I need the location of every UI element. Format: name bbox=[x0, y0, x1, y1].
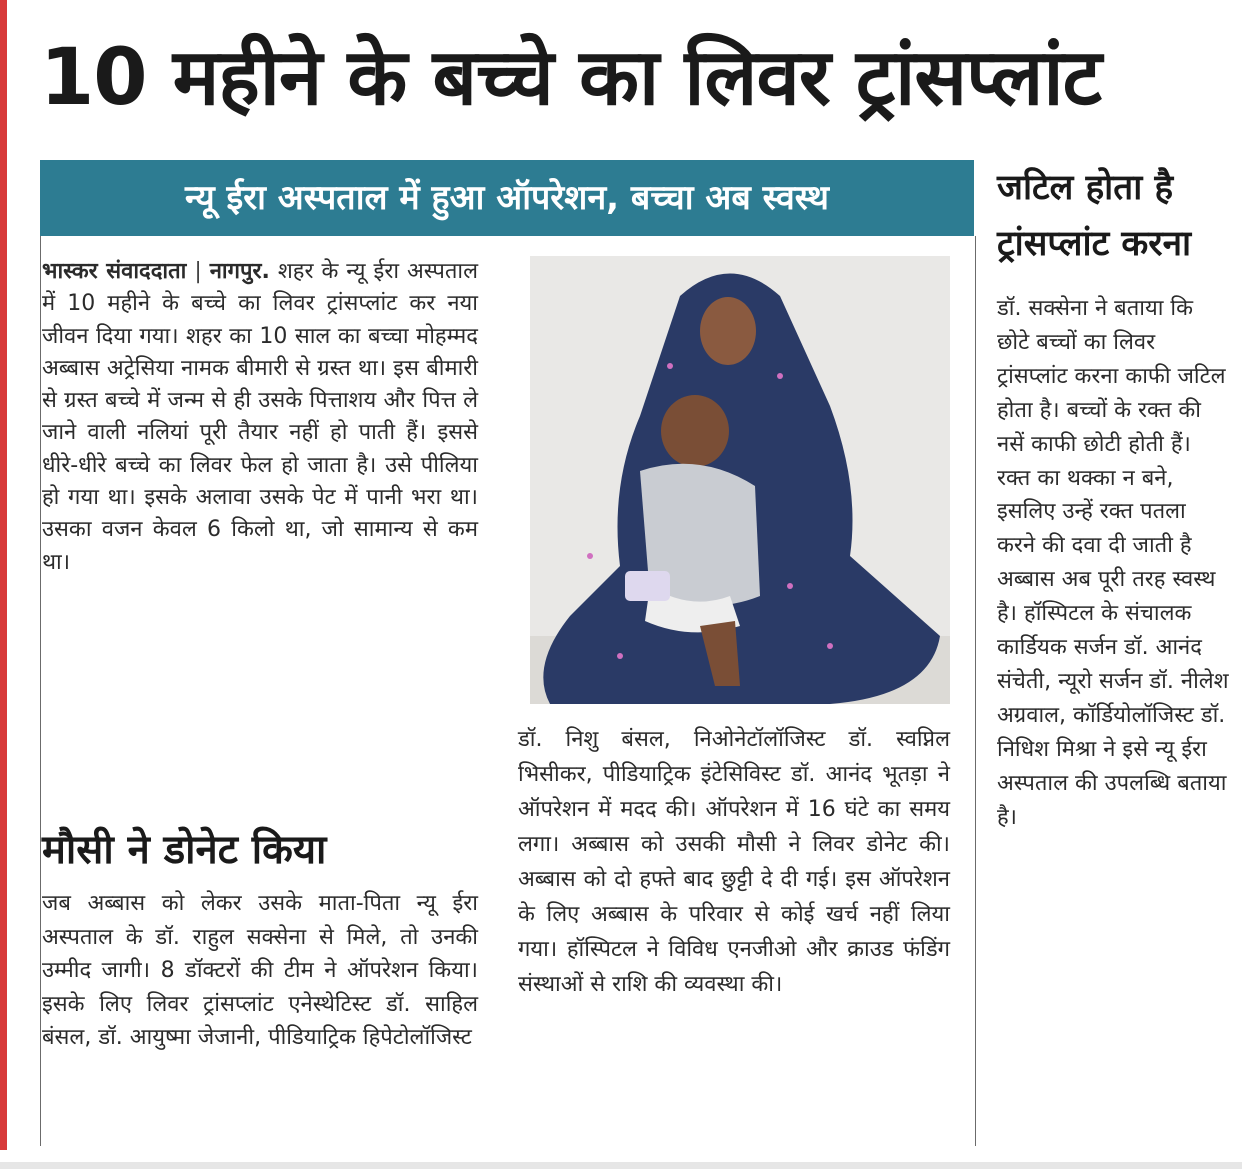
sidebar-body: डॉ. सक्सेना ने बताया कि छोटे बच्चों का लिवर ट्रांसप्लांट करना काफी जटिल होता है। बच्चों के रक्त की नसें काफी छोटी होती हैं। रक्त का थक्का न बने, इसलिए उन्हें रक्त पतला करने की दवा दी जाती है अब्बास अब पूरी तरह स्वस्थ है। हॉस्पिटल के संचालक कार्डियक सर्जन डॉ. आनंद संचेती, न्यूरो सर्जन डॉ. नीलेश अग्रवाल, कॉर्डियोलॉजिस्ट डॉ. निधिश मिश्रा ने इसे न्यू ईरा अस्पताल की उपलब्धि बताया है। bbox=[997, 296, 1229, 830]
dateline-reporter: भास्कर संवाददाता bbox=[42, 259, 187, 284]
page-edge-rule bbox=[0, 0, 7, 1150]
section-heading: मौसी ने डोनेट किया bbox=[42, 827, 327, 873]
photo-caption-text: डॉ. निशु बंसल, निओनेटॉलॉजिस्ट डॉ. स्वप्निल भिसीकर, पीडियाट्रिक इंटेसिविस्ट डॉ. आनंद भूतड़ा ने ऑपरेशन में मदद की। ऑपरेशन में 16 घंटे का समय लगा। अब्बास को उसकी मौसी ने लिवर डोनेट की। अब्बास को दो हफ्ते बाद छुट्टी दे दी गई। इस ऑपरेशन के लिए अब्बास के परिवार से कोई खर्च नहीं लिया गया। हॉस्पिटल ने विविध एनजीओ और क्राउड फंडिंग संस्थाओं से राशि की व्यवस्था की। bbox=[518, 727, 950, 997]
article-intro bbox=[42, 256, 478, 579]
mother-and-child-photo bbox=[530, 256, 950, 704]
sidebar-heading: जटिल होता है ट्रांसप्लांट करना bbox=[997, 168, 1192, 264]
headline: 10 महीने के बच्चे का लिवर ट्रांसप्लांट bbox=[40, 33, 1101, 123]
article-photo bbox=[530, 256, 950, 704]
subheadline-band bbox=[40, 160, 974, 236]
section-body: जब अब्बास को लेकर उसके माता-पिता न्यू ईरा अस्पताल के डॉ. राहुल सक्सेना से मिले, तो उनकी उम्मीद जागी। 8 डॉक्टरों की टीम ने ऑपरेशन किया। इसके लिए लिवर ट्रांसप्लांट एनेस्थेटिस्ट डॉ. साहिल बंसल, डॉ. आयुष्मा जेजानी, पीडियाट्रिक हिपेटोलॉजिस्ट bbox=[42, 891, 478, 1050]
dateline-city: नागपुर. bbox=[209, 259, 270, 284]
dateline-separator: | bbox=[194, 259, 202, 284]
subheadline: न्यू ईरा अस्पताल में हुआ ऑपरेशन, बच्चा अब स्वस्थ bbox=[184, 178, 830, 218]
article-intro-text: शहर के न्यू ईरा अस्पताल में 10 महीने के बच्चे का लिवर ट्रांसप्लांट कर नया जीवन दिया गया। शहर का 10 साल का बच्चा मोहम्मद अब्बास अट्रेसिया नामक बीमारी से ग्रस्त था। इस बीमारी से ग्रस्त बच्चे में जन्म से ही उसके पित्ताशय और पित्त ले जाने वाली नलियां पूरी तैयार नहीं हो पाती हैं। इससे धीरे-धीरे बच्चे का लिवर फेल हो जाता है। उसे पीलिया हो गया था। इसके अलावा उसके पेट में पानी भरा था। उसका वजन केवल 6 किलो था, जो सामान्य से कम था। bbox=[42, 259, 478, 575]
page-bottom-rule bbox=[0, 1162, 1242, 1169]
